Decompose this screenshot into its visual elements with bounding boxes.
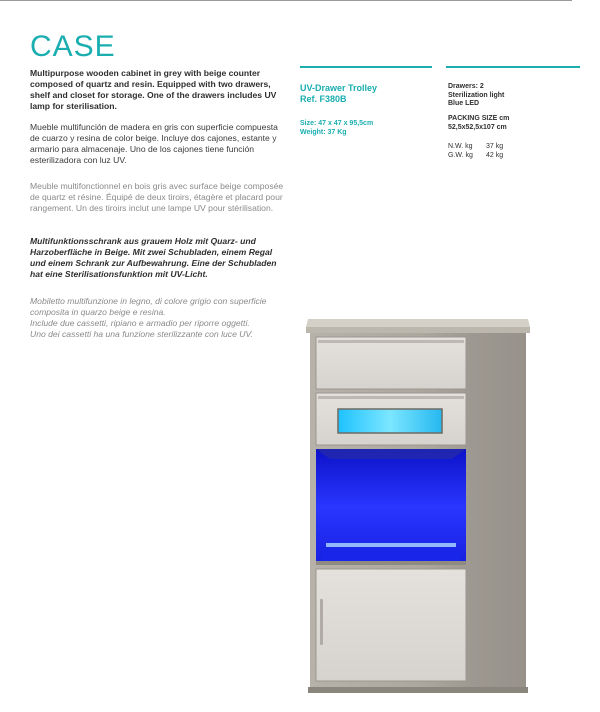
- product-size: Size: 47 x 47 x 95,5cm: [300, 120, 374, 127]
- uv-shelf-compartment: [316, 449, 466, 565]
- cabinet-base: [308, 687, 528, 693]
- door-handle: [320, 599, 323, 645]
- description-english: Multipurpose wooden cabinet in grey with beige counter composed of quartz and resin. Equipped with two drawers, shelf and closet for storage. One of the drawers includes UV lamp for sterilisation.: [30, 68, 277, 111]
- description-spanish: Mueble multifunción de madera en gris con superficie compuesta de cuarzo y resina de color beige. Incluye dos cajones, estante y armario para almacenaje. Uno de los cajones tiene función esterilizadora con luz UV.: [30, 122, 278, 165]
- net-weight-label: N.W. kg: [448, 143, 473, 150]
- cabinet-side: [470, 333, 526, 687]
- description-italian-line3: Uno dei cassetti ha una funzione sterilizzante con luce UV.: [30, 329, 253, 339]
- sterilization-light: Sterilization light: [448, 91, 505, 99]
- cabinet-image: [302, 315, 534, 695]
- counter-top: [306, 319, 530, 333]
- uv-drawer: [316, 393, 466, 445]
- description-italian: [30, 296, 288, 340]
- page-title: CASE: [30, 30, 116, 64]
- drawers-count: Drawers: 2: [448, 83, 484, 90]
- top-divider: [0, 0, 572, 1]
- specs-rule: [446, 66, 580, 68]
- description-french: Meuble multifonctionnel en bois gris avec surface beige composée de quartz et résine. Équipé de deux tiroirs, étagère et placard pour rangement. Un des tiroirs inclut une lampe UV pour stérilisation.: [30, 181, 284, 213]
- product-ref: Ref. F380B: [300, 94, 347, 104]
- gross-weight-row: [448, 152, 503, 161]
- product-rule: [300, 66, 432, 68]
- cabinet-door: [316, 569, 466, 681]
- features-list: [448, 83, 504, 109]
- description-italian-line2: Include due cassetti, ripiano e armadio per riporre oggetti.: [30, 318, 250, 328]
- gross-weight-value: 42 kg: [486, 151, 504, 159]
- led-type: Blue LED: [448, 100, 480, 107]
- product-heading: [300, 83, 377, 105]
- description-german: Multifunktionsschrank aus grauem Holz mit Quarz- und Harzoberfläche in Beige. Mit zwei Schubladen, einem Regal und einem Schrank zur Aufbewahrung. Eine der Schubladen hat eine Sterilisationsfunktion mit UV-Licht.: [30, 236, 277, 279]
- packing-size: [448, 115, 509, 132]
- weights-table: [448, 143, 503, 160]
- product-weight: Weight: 37 Kg: [300, 129, 347, 136]
- top-drawer: [316, 337, 466, 389]
- uv-window: [338, 409, 442, 433]
- product-dimensions: [300, 119, 373, 137]
- product-name: UV-Drawer Trolley: [300, 83, 378, 93]
- packing-size-label: PACKING SIZE cm: [448, 115, 510, 122]
- packing-size-value: 52,5x52,5x107 cm: [448, 123, 507, 131]
- net-weight-row: [448, 143, 503, 152]
- gross-weight-label: G.W. kg: [448, 151, 473, 159]
- description-italian-line1: Mobiletto multifunzione in legno, di colore grigio con superficie composita in quarzo beige e resina.: [30, 296, 267, 317]
- net-weight-value: 37 kg: [486, 143, 504, 150]
